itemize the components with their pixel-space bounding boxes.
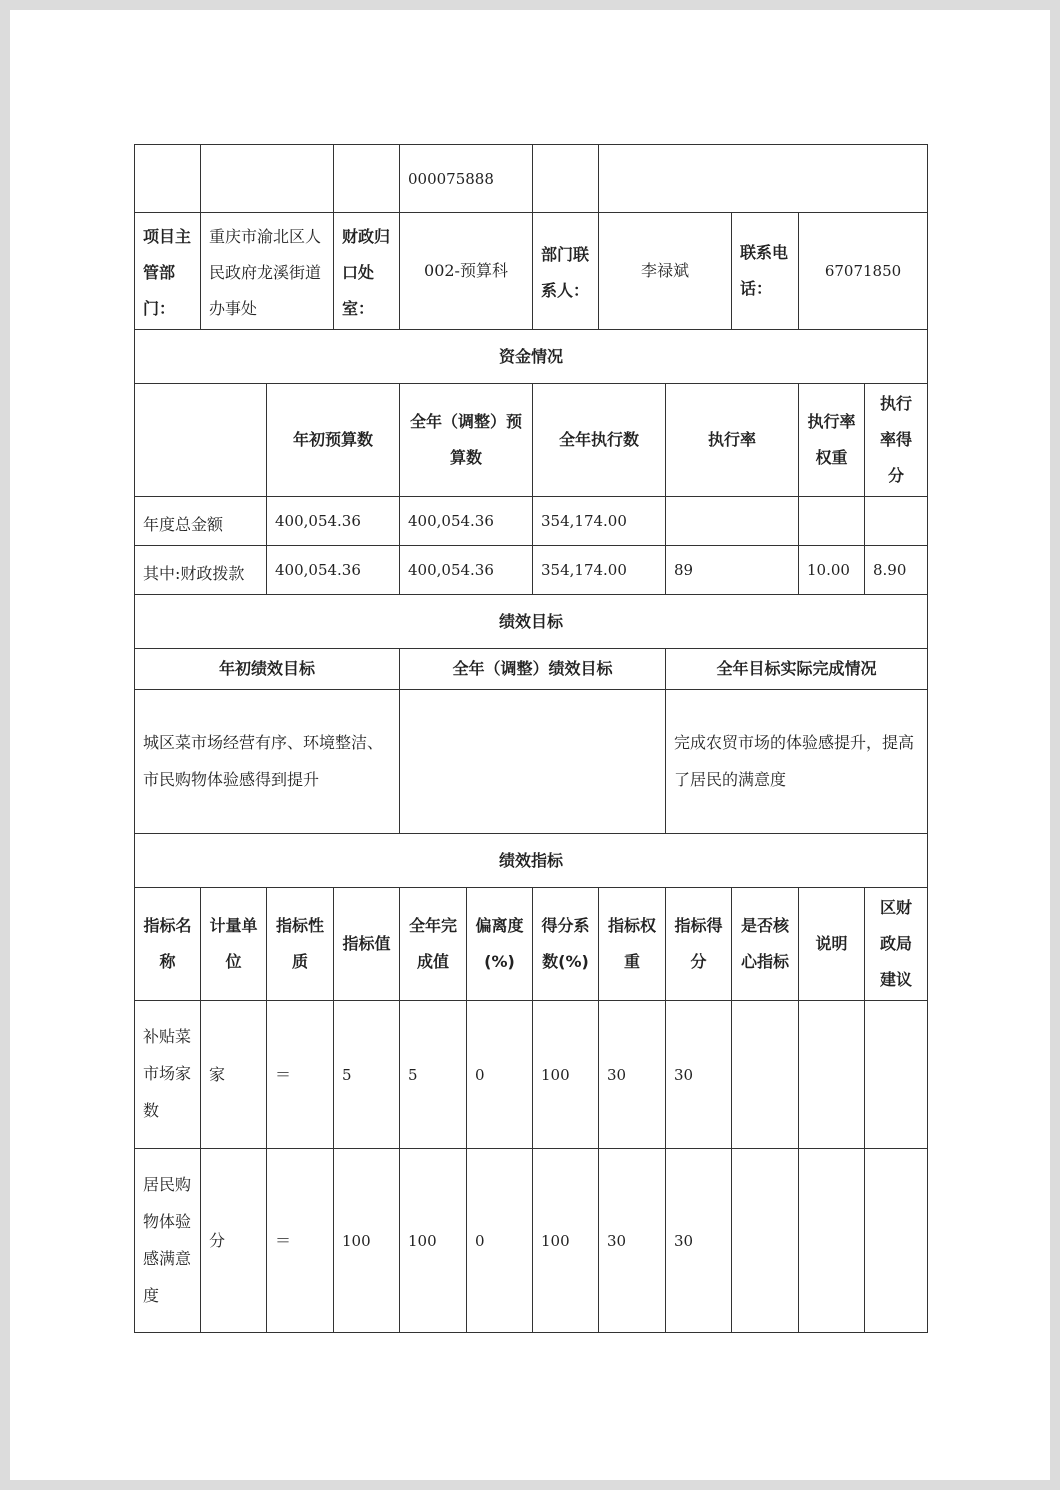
ind-header-deviation: 偏离度(%) bbox=[467, 888, 533, 1001]
funds-row-rate bbox=[666, 497, 799, 546]
funds-row-executed: 354,174.00 bbox=[533, 546, 666, 595]
ind-deviation: 0 bbox=[467, 1149, 533, 1333]
goals-section-title: 绩效目标 bbox=[135, 595, 928, 649]
ind-value: 5 bbox=[334, 1001, 400, 1149]
ind-name: 居民购物体验感满意度 bbox=[135, 1149, 201, 1333]
funds-row-total bbox=[135, 497, 928, 546]
ind-header-core: 是否核心指标 bbox=[732, 888, 799, 1001]
blank-cell bbox=[201, 145, 334, 213]
funds-row-weight: 10.00 bbox=[799, 546, 865, 595]
funds-row-executed: 354,174.00 bbox=[533, 497, 666, 546]
funds-header-score: 执行率得分 bbox=[865, 384, 928, 497]
ind-header-value: 指标值 bbox=[334, 888, 400, 1001]
phone-label: 联系电话： bbox=[732, 213, 799, 330]
funds-row-score: 8.90 bbox=[865, 546, 928, 595]
project-code: 000075888 bbox=[400, 145, 533, 213]
ind-unit: 分 bbox=[201, 1149, 267, 1333]
funds-title-row bbox=[135, 330, 928, 384]
goals-header-actual: 全年目标实际完成情况 bbox=[666, 649, 928, 690]
funds-row-adjusted: 400,054.36 bbox=[400, 546, 533, 595]
indicators-title-row bbox=[135, 834, 928, 888]
ind-completed: 100 bbox=[400, 1149, 467, 1333]
header-row bbox=[135, 145, 928, 213]
ind-nature: ＝ bbox=[267, 1149, 334, 1333]
ind-header-unit: 计量单位 bbox=[201, 888, 267, 1001]
funds-section-title: 资金情况 bbox=[135, 330, 928, 384]
funds-header-executed: 全年执行数 bbox=[533, 384, 666, 497]
ind-header-note: 说明 bbox=[799, 888, 865, 1001]
phone-value: 67071850 bbox=[799, 213, 928, 330]
ind-name: 补贴菜市场家数 bbox=[135, 1001, 201, 1149]
funds-row-score bbox=[865, 497, 928, 546]
ind-coef: 100 bbox=[533, 1001, 599, 1149]
finance-value: 002-预算科 bbox=[400, 213, 533, 330]
document-page bbox=[10, 10, 1050, 1480]
ind-core bbox=[732, 1001, 799, 1149]
ind-nature: ＝ bbox=[267, 1001, 334, 1149]
ind-completed: 5 bbox=[400, 1001, 467, 1149]
contact-label: 部门联系人： bbox=[533, 213, 599, 330]
ind-score: 30 bbox=[666, 1001, 732, 1149]
ind-note bbox=[799, 1149, 865, 1333]
indicator-row bbox=[135, 1001, 928, 1149]
ind-header-advice: 区财政局建议 bbox=[865, 888, 928, 1001]
performance-form-table bbox=[134, 144, 928, 1333]
ind-weight: 30 bbox=[599, 1001, 666, 1149]
info-row bbox=[135, 213, 928, 330]
blank-cell bbox=[599, 145, 928, 213]
finance-label: 财政归口处室： bbox=[334, 213, 400, 330]
ind-deviation: 0 bbox=[467, 1001, 533, 1149]
funds-header-rate: 执行率 bbox=[666, 384, 799, 497]
ind-weight: 30 bbox=[599, 1149, 666, 1333]
goals-initial-text: 城区菜市场经营有序、环境整洁、市民购物体验感得到提升 bbox=[135, 690, 400, 834]
ind-score: 30 bbox=[666, 1149, 732, 1333]
funds-row-rate: 89 bbox=[666, 546, 799, 595]
funds-row-initial: 400,054.36 bbox=[267, 546, 400, 595]
ind-unit: 家 bbox=[201, 1001, 267, 1149]
funds-row-weight bbox=[799, 497, 865, 546]
ind-header-nature: 指标性质 bbox=[267, 888, 334, 1001]
indicators-section-title: 绩效指标 bbox=[135, 834, 928, 888]
indicators-header-row bbox=[135, 888, 928, 1001]
funds-header-adjusted: 全年（调整）预算数 bbox=[400, 384, 533, 497]
ind-header-name: 指标名称 bbox=[135, 888, 201, 1001]
funds-header-row bbox=[135, 384, 928, 497]
funds-row-initial: 400,054.36 bbox=[267, 497, 400, 546]
goals-content-row bbox=[135, 690, 928, 834]
funds-row-adjusted: 400,054.36 bbox=[400, 497, 533, 546]
ind-advice bbox=[865, 1149, 928, 1333]
goals-adjusted-text bbox=[400, 690, 666, 834]
blank-cell bbox=[334, 145, 400, 213]
goals-header-row bbox=[135, 649, 928, 690]
indicator-row bbox=[135, 1149, 928, 1333]
ind-advice bbox=[865, 1001, 928, 1149]
ind-value: 100 bbox=[334, 1149, 400, 1333]
goals-header-initial: 年初绩效目标 bbox=[135, 649, 400, 690]
blank-cell bbox=[135, 145, 201, 213]
funds-header-initial: 年初预算数 bbox=[267, 384, 400, 497]
blank-cell bbox=[135, 384, 267, 497]
ind-note bbox=[799, 1001, 865, 1149]
goals-title-row bbox=[135, 595, 928, 649]
ind-header-coef: 得分系数(%) bbox=[533, 888, 599, 1001]
dept-value: 重庆市渝北区人民政府龙溪街道办事处 bbox=[201, 213, 334, 330]
funds-row-label: 其中:财政拨款 bbox=[135, 546, 267, 595]
funds-header-weight: 执行率权重 bbox=[799, 384, 865, 497]
blank-cell bbox=[533, 145, 599, 213]
ind-header-completed: 全年完成值 bbox=[400, 888, 467, 1001]
ind-header-score: 指标得分 bbox=[666, 888, 732, 1001]
contact-value: 李禄斌 bbox=[599, 213, 732, 330]
goals-actual-text: 完成农贸市场的体验感提升，提高了居民的满意度 bbox=[666, 690, 928, 834]
ind-coef: 100 bbox=[533, 1149, 599, 1333]
dept-label: 项目主管部门： bbox=[135, 213, 201, 330]
funds-row-label: 年度总金额 bbox=[135, 497, 267, 546]
ind-core bbox=[732, 1149, 799, 1333]
ind-header-weight: 指标权重 bbox=[599, 888, 666, 1001]
goals-header-adjusted: 全年（调整）绩效目标 bbox=[400, 649, 666, 690]
funds-row-fiscal bbox=[135, 546, 928, 595]
